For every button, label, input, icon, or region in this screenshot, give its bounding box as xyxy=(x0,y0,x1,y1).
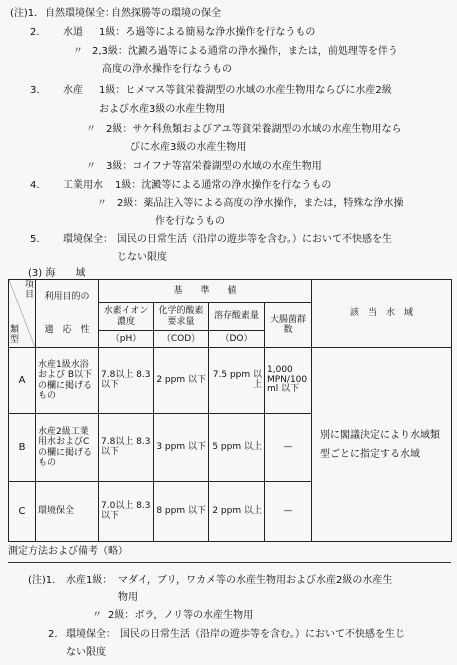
note-text-cont: ない限度 xyxy=(66,647,106,658)
type-cell: C xyxy=(9,482,36,542)
header-purpose xyxy=(36,280,99,348)
note-text: 2,3級：沈澱ろ過等による通常の浄水操作，または，前処理等を伴う xyxy=(92,46,398,57)
note-num: 〃 xyxy=(86,161,96,172)
cod-cell: 8 ppm 以下 xyxy=(154,482,209,542)
note-label: 水産1級： xyxy=(66,575,113,586)
note-text-cont: びに水産3級の水産生物用 xyxy=(130,142,247,153)
note-num: 4. xyxy=(30,180,40,191)
note-text: 1級：ろ過等による簡易な浄水操作を行なうもの xyxy=(99,27,316,38)
purpose-cell: 水産2級工業用水およびCの欄に掲げるもの xyxy=(36,414,99,482)
note-label: 自然環境保全： xyxy=(45,8,115,19)
note-text: 1級：沈澱等による通常の浄水操作を行なうもの xyxy=(115,180,332,191)
note-text: 3級：コイフナ等富栄養湖型の水域の水産生物用 xyxy=(106,161,322,172)
note-text: 2級：ボラ，ノリ等の水産生物用 xyxy=(108,610,254,621)
header-item-label: 項目 xyxy=(25,280,35,300)
header-purpose-line1: 利用目的の xyxy=(44,292,90,303)
water-area-cell: 別に閣議決定により水域類型ごとに指定する水域 xyxy=(312,348,452,542)
note-num: 5. xyxy=(30,234,40,245)
note-text-cont: 作を行なうもの xyxy=(155,216,225,227)
header-cod: 化学的酸素要求量 xyxy=(154,303,209,331)
note-num: 3. xyxy=(30,85,40,96)
ph-cell: 7.8以上 8.3以下 xyxy=(99,348,154,414)
method-line: 測定方法および備考（略） xyxy=(8,546,128,557)
note-text: 自然探勝等の環境の保全 xyxy=(111,8,221,19)
note-text-cont: および水産3級の水産生物用 xyxy=(99,104,226,115)
note-text: 2級：薬品注入等による高度の浄水操作，または，特殊な浄水操 xyxy=(117,198,404,209)
note-num: 2. xyxy=(30,27,40,38)
purpose-cell: 水産1級水浴および B以下の欄に掲げるもの xyxy=(36,348,99,414)
note-label: 水道 xyxy=(63,27,83,38)
note-num: (注)1. xyxy=(28,575,56,586)
header-coliform: 大腸菌群数 xyxy=(265,303,312,348)
type-cell: B xyxy=(9,414,36,482)
header-standard: 基 準 値 xyxy=(99,280,312,303)
header-ph: 水素イオン濃度 xyxy=(99,303,154,331)
cod-cell: 3 ppm 以下 xyxy=(154,414,209,482)
note-text: 国民の日常生活（沿岸の遊歩等を含む。）において不快感を生じ xyxy=(120,629,405,640)
header-water-area: 該 当 水 域 xyxy=(312,280,452,348)
do-cell: 2 ppm 以上 xyxy=(209,482,265,542)
note-label: 水産 xyxy=(63,85,83,96)
note-num: 〃 xyxy=(86,124,96,135)
note-text-cont: 高度の浄水操作を行なうもの xyxy=(102,64,232,75)
cod-cell: 2 ppm 以下 xyxy=(154,348,209,414)
do-cell: 5 ppm 以上 xyxy=(209,414,265,482)
note-num: 〃 xyxy=(73,46,83,57)
note-text-cont: じない限度 xyxy=(117,252,167,263)
header-cod-unit: （COD） xyxy=(154,331,209,348)
ph-cell: 7.0以上 8.3以下 xyxy=(99,482,154,542)
note-text: マダイ，ブリ，ワカメ等の水産生物用および水産2級の水産生 xyxy=(118,575,393,586)
sea-area-standards-table xyxy=(8,279,452,542)
header-purpose-line2: 適 応 性 xyxy=(44,324,90,335)
coliform-cell: — xyxy=(265,414,312,482)
note-label: 工業用水 xyxy=(63,180,103,191)
note-num: 〃 xyxy=(97,198,107,209)
header-do-unit: （DO） xyxy=(209,331,265,348)
note-label: 環境保全： xyxy=(66,629,116,640)
ph-cell: 7.8以上 8.3以下 xyxy=(99,414,154,482)
type-cell: A xyxy=(9,348,36,414)
header-type-label: 類型 xyxy=(10,325,20,346)
note-num: (注)1. xyxy=(10,8,38,19)
header-ph-unit: （pH） xyxy=(99,331,154,348)
header-item-type xyxy=(9,280,36,348)
note-num: 〃 xyxy=(92,610,102,621)
section-title: (3) 海 域 xyxy=(28,268,86,279)
note-text: 1級：ヒメマス等貧栄養湖型の水域の水産生物用ならびに水産2級 xyxy=(99,85,392,96)
note-num: 2. xyxy=(48,629,58,640)
coliform-cell: 1,000 MPN/100 ml 以下 xyxy=(265,348,312,414)
divider xyxy=(8,562,451,563)
table-row xyxy=(9,348,452,414)
do-cell: 7.5 ppm 以上 xyxy=(209,348,265,414)
header-do: 溶存酸素量 xyxy=(209,303,265,331)
note-label: 環境保全： xyxy=(63,234,113,245)
coliform-cell: — xyxy=(265,482,312,542)
note-text: 2級：サケ科魚類およびアユ等貧栄養湖型の水域の水産生物用なら xyxy=(106,124,402,135)
note-text-cont: 物用 xyxy=(118,592,138,603)
note-text: 国民の日常生活（沿岸の遊歩等を含む。）において不快感を生 xyxy=(117,234,392,245)
purpose-cell: 環境保全 xyxy=(36,482,99,542)
